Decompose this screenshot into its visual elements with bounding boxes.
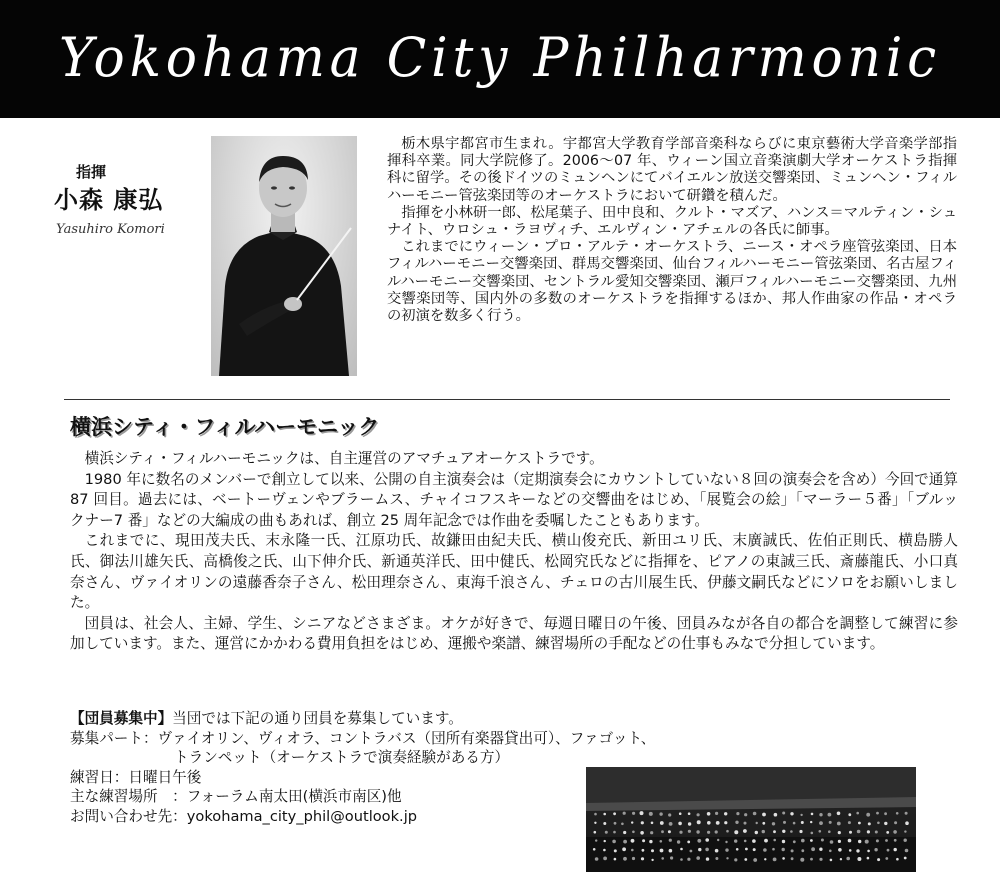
recruitment-tag: 【団員募集中】 xyxy=(70,710,173,727)
section-divider xyxy=(64,399,950,400)
practice-place: 主な練習場所 ：フォーラム南太田(横浜市南区)他 xyxy=(70,788,402,806)
parts-row-continued xyxy=(70,748,770,768)
orchestra-paragraph: これまでに、現田茂夫氏、末永隆一氏、江原功氏、故鎌田由紀夫氏、横山俊充氏、新田ユリ氏、末廣誠氏、佐伯正則氏、横島勝人氏、御法川雄矢氏、高橋俊之氏、山下伸介氏、新通英洋氏、田中健氏、松岡究氏などに指揮を、ピアノの東誠三氏、斎藤龍氏、小口真奈さん、ヴァイオリンの遠藤香奈子さん、松田理奈さん、東海千浪さん、チェロの古川展生氏、伊藤文嗣氏などにソロをお願いしました。 xyxy=(70,532,958,612)
contact-label: お問い合わせ先： xyxy=(70,807,187,825)
header-banner xyxy=(0,0,1000,118)
conductor-role: 指揮 xyxy=(76,163,107,181)
orchestra-photo xyxy=(586,767,916,872)
recruitment-intro: 当団では下記の通り団員を募集しています。 xyxy=(172,710,463,727)
conductor-photo xyxy=(211,136,357,376)
parts-label: 募集パート： xyxy=(70,729,158,747)
recruitment-intro-row xyxy=(70,709,770,729)
conductor-name-romaji: Yasuhiro Komori xyxy=(56,222,165,237)
bio-paragraph: 栃木県宇都宮市生まれ。宇都宮大学教育学部音楽科ならびに東京藝術大学音楽学部指揮科卒業。同大学院修了。2006～07 年、ウィーン国立音楽演劇大学オーケストラ指揮科に留学。その後ドイツのミュンヘンにてバイエルン放送交響楽団、ミュンヘン・フィルハーモニー管弦楽団等のオーケストラにおいて研鑽を積んだ。 xyxy=(387,136,957,204)
orchestra-stage-illustration xyxy=(586,767,916,872)
parts-row xyxy=(70,729,770,749)
conductor-name: 小森 康弘 xyxy=(54,186,164,214)
parts-list-continued: トランペット（オーケストラで演奏経験がある方） xyxy=(174,749,510,767)
conductor-illustration xyxy=(211,136,357,376)
page-title: Yokohama City Philharmonic xyxy=(59,26,941,89)
bio-paragraph: 指揮を小林研一郎、松尾葉子、田中良和、クルト・マズア、ハンス＝マルティン・シュナイト、ウロシュ・ラヨヴィチ、エルヴィン・アチェルの各氏に師事。 xyxy=(387,204,957,239)
orchestra-description xyxy=(70,449,958,655)
orchestra-paragraph: 横浜シティ・フィルハーモニックは、自主運営のアマチュアオーケストラです。 xyxy=(84,450,604,467)
orchestra-heading: 横浜シティ・フィルハーモニック xyxy=(70,415,380,439)
practice-day: 練習日：日曜日午後 xyxy=(70,768,202,786)
bio-paragraph: これまでにウィーン・プロ・アルテ・オーケストラ、ニース・オペラ座管弦楽団、日本フィルハーモニー交響楽団、群馬交響楽団、仙台フィルハーモニー管弦楽団、名古屋フィルハーモニー交響楽団、セントラル愛知交響楽団、瀬戸フィルハーモニー交響楽団、九州交響楽団等、国内外の多数のオーケストラを指揮するほか、邦人作曲家の作品・オペラの初演を数多く行う。 xyxy=(387,239,957,325)
orchestra-paragraph: 1980 年に数名のメンバーで創立して以来、公開の自主演奏会は（定期演奏会にカウントしていない８回の演奏会を含め）今回で通算 87 回目。過去には、ベートーヴェンやブラームス、チャイコフスキーなどの交響曲をはじめ、「展覧会の絵」「マーラー５番」「ブルックナー7 番」などの大編成の曲もあれば、創立 25 周年記念では作曲を委嘱したこともあります。 xyxy=(70,470,958,529)
conductor-bio xyxy=(387,136,957,325)
parts-list: ヴァイオリン、ヴィオラ、コントラバス（団所有楽器貸出可）、ファゴット、 xyxy=(157,729,656,747)
contact-email-link[interactable]: yokohama_city_phil@outlook.jp xyxy=(186,807,418,825)
orchestra-paragraph: 団員は、社会人、主婦、学生、シニアなどさまざま。オケが好きで、毎週日曜日の午後、団員みなが各自の都合を調整して練習に参加しています。また、運営にかかわる費用負担をはじめ、運搬や楽譜、練習場所の手配などの仕事もみなで分担しています。 xyxy=(70,614,958,653)
